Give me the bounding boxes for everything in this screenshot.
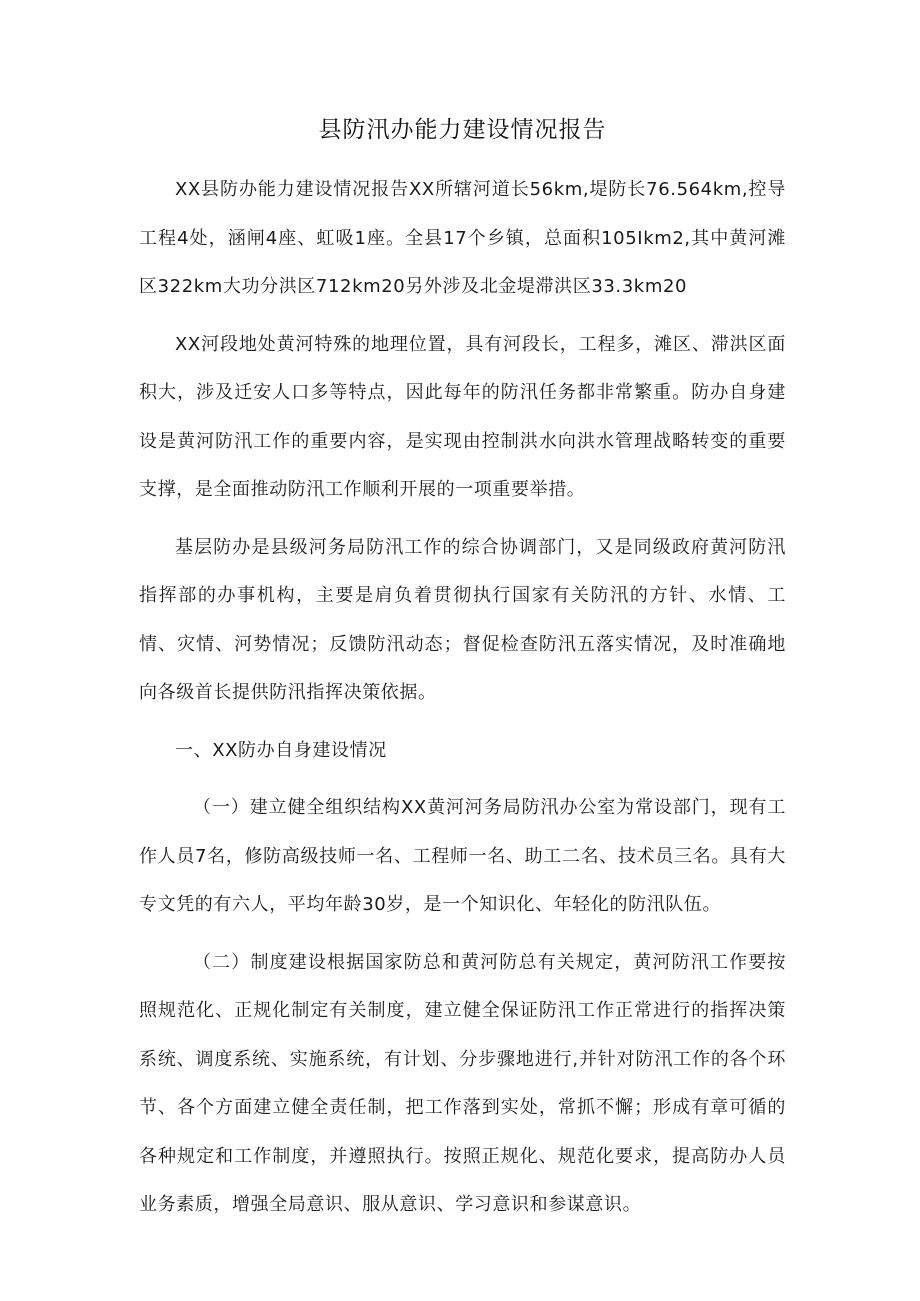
document-title: 县防汛办能力建设情况报告	[318, 117, 607, 143]
paragraph-system-building: （二）制度建设根据国家防总和黄河防总有关规定，黄河防汛工作要按照规范化、正规化制定有关制度，建立健全保证防汛工作正常进行的指挥决策系统、调度系统、实施系统，有计划、分步骤地进行,并针对防汛工作的各个环节、各个方面建立健全责任制，把工作落到实处，常抓不懈；形成有章可循的各种规定和工作制度，并遵照执行。按照正规化、规范化要求，提高防办人员业务素质，增强全局意识、服从意识、学习意识和参谋意识。	[139, 951, 786, 1215]
section-heading-1: 一、XX防办自身建设情况	[175, 739, 387, 761]
paragraph-organization: （一）建立健全组织结构XX黄河河务局防汛办公室为常设部门，现有工作人员7名，修防高级技师一名、工程师一名、助工二名、技术员三名。具有大专文凭的有六人，平均年龄30岁，是一个知识化、年轻化的防汛队伍。	[139, 797, 786, 915]
paragraph-river-section: XX河段地处黄河特殊的地理位置，具有河段长，工程多，滩区、滞洪区面积大，涉及迁安人口多等特点，因此每年的防汛任务都非常繁重。防办自身建设是黄河防汛工作的重要内容，是实现由控制洪水向洪水管理战略转变的重要支撑，是全面推动防汛工作顺利开展的一项重要举措。	[139, 333, 786, 500]
paragraph-grassroots-office: 基层防办是县级河务局防汛工作的综合协调部门，又是同级政府黄河防汛指挥部的办事机构，主要是肩负着贯彻执行国家有关防汛的方针、水情、工情、灾情、河势情况；反馈防汛动态；督促检查防汛五落实情况，及时准确地向各级首长提供防汛指挥决策依据。	[139, 536, 786, 703]
paragraph-overview: XX县防办能力建设情况报告XX所辖河道长56km,堤防长76.564km,控导工程4处，涵闸4座、虹吸1座。全县17个乡镇，总面积105Ikm2,其中黄河滩区322km大功分洪区712km20另外涉及北金堤滞洪区33.3km20	[139, 179, 786, 297]
